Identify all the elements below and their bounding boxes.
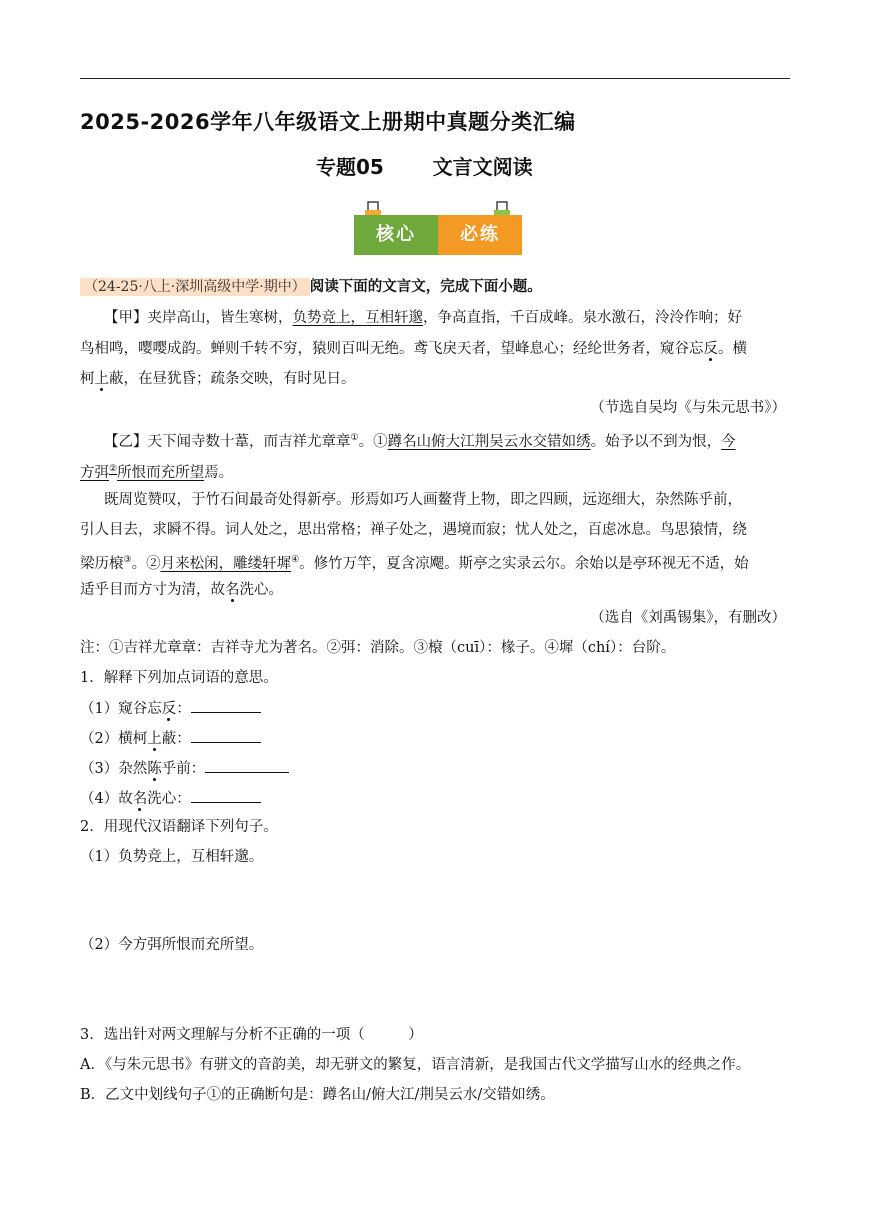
question-1-item: （3）杂然陈乎前： (80, 758, 289, 779)
question-2-item: （1）负势竞上，互相轩邈。 (80, 849, 264, 865)
answer-blank[interactable] (191, 728, 261, 743)
header-rule (80, 78, 790, 79)
dotted-word: 名 (225, 582, 240, 598)
question-3-option-a: A．《与朱元思书》有骈文的音韵美，却无骈文的繁复，语言清新，是我国古代文学描写山水的经典之作。 (80, 1057, 751, 1073)
passage-jia-line: 【甲】夹岸高山，皆生寒树，负势竞上，互相轩邈，争高直指，千百成峰。泉水激石，泠泠作响；好 (104, 310, 742, 326)
passage-jia-line: 柯上蔽，在昼犹昏；疏条交映，有时见日。 (80, 371, 356, 387)
core-practice-badge (352, 198, 524, 262)
badge-core-label: 核心 (354, 215, 438, 255)
passage-jia-source: （节选自吴均《与朱元思书》） (590, 400, 786, 416)
topic-heading (316, 151, 533, 180)
passage-yi-source: （选自《刘禹锡集》，有删改） (590, 610, 786, 626)
underlined-sentence-2: 月来松闲，雕缕轩墀 (160, 555, 292, 572)
topic-number: 专题05 (316, 155, 384, 179)
question-3-stem: 3．选出针对两文理解与分析不正确的一项（ ） (80, 1027, 423, 1043)
question-2-item: （2）今方弭所恨而充所望。 (80, 937, 264, 953)
question-1-item: （1）窥谷忘反： (80, 698, 261, 719)
question-1-item: （2）横柯上蔽： (80, 728, 261, 749)
passage-yi-line: 既周览赞叹，于竹石间最奇处得新亭。形焉如巧人画鳌背上物，即之四顾，远迩细大，杂然陈乎前， (104, 492, 742, 508)
question-1-item: （4）故名洗心： (80, 788, 261, 809)
dotted-word: 反 (703, 341, 718, 357)
question-3-option-b: B．乙文中划线句子①的正确断句是：蹲名山/俯大江/荆吴云水/交错如绣。 (80, 1087, 555, 1103)
badge-practice-label: 必练 (438, 215, 522, 255)
question-intro (80, 277, 542, 297)
underlined-sentence-1: 蹲名山俯大江荆吴云水交错如绣 (387, 433, 591, 450)
passage-yi-line: 【乙】天下闻寺数十葦，而吉祥尤章章①。①蹲名山俯大江荆吴云水交错如绣。始予以不到为恨，今 (104, 433, 736, 450)
document-title: 2025-2026学年八年级语文上册期中真题分类汇编 (80, 110, 576, 134)
answer-blank[interactable] (191, 788, 261, 803)
passage-yi-line: 适乎目而方寸为清，故名洗心。 (80, 582, 283, 598)
answer-blank[interactable] (205, 758, 289, 773)
source-tag: （24-25·八上·深圳高级中学·期中） (80, 278, 310, 296)
answer-blank[interactable] (191, 698, 261, 713)
passage-yi-line: 引人目去，求瞬不得。词人处之，思出常格；禅子处之，遇境而寂；忧人处之，百虑冰息。鸟思猿情，绕 (80, 522, 747, 538)
passage-yi-line: 方弭②所恨而充所望焉。 (80, 464, 234, 481)
instruction-text: 阅读下面的文言文，完成下面小题。 (309, 278, 542, 295)
passage-yi-line: 梁历榱③。②月来松闲，雕缕轩墀④。修竹万竿，夏含凉飔。斯亭之实录云尔。余始以是亭环视无不适，始 (80, 555, 749, 572)
passage-jia-line: 鸟相鸣，嘤嘤成韵。蝉则千转不穷，猿则百叫无绝。鸢飞戾天者，望峰息心；经纶世务者，窥谷忘反。横 (80, 341, 747, 357)
question-1-stem: 1．解释下列加点词语的意思。 (80, 670, 278, 686)
annotation-notes: 注：①吉祥尤章章：吉祥寺尤为著名。②弭：消除。③榱（cuī）：椽子。④墀（chí）：台阶。 (80, 640, 676, 656)
dotted-word: 上 (94, 371, 109, 387)
topic-name: 文言文阅读 (432, 155, 533, 179)
question-2-stem: 2．用现代汉语翻译下列句子。 (80, 819, 278, 835)
underlined-phrase: 负势竞上，互相轩邈 (292, 310, 423, 326)
